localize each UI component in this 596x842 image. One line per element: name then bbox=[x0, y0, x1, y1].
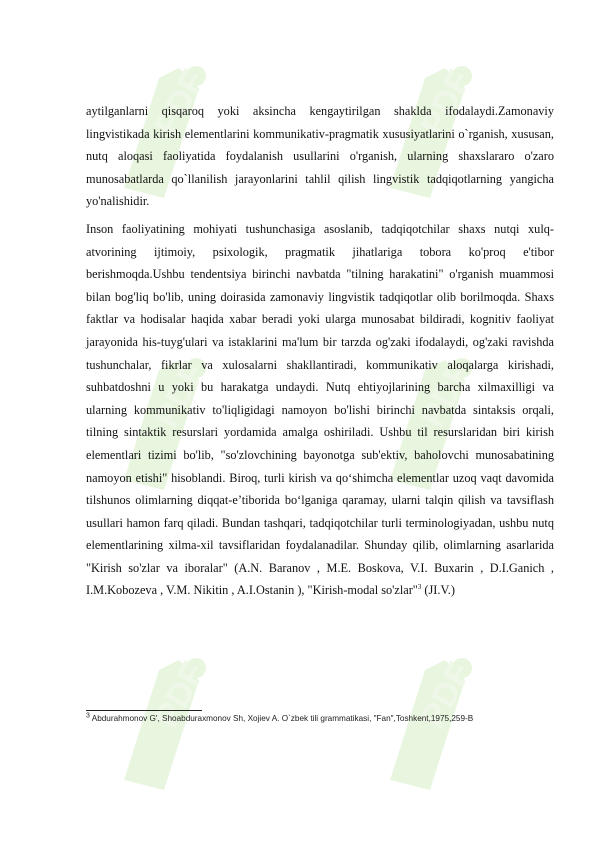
footnote-mark: 3 bbox=[86, 712, 90, 720]
svg-text:PDF: PDF bbox=[413, 63, 479, 142]
footnote bbox=[86, 714, 554, 723]
svg-text:PDF: PDF bbox=[147, 655, 213, 734]
paragraph bbox=[86, 218, 554, 602]
paragraph-text: Inson faoliyatining mohiyati tushunchasiga asoslanib, tadqiqotchilar shaxs nutqi xulq-atvorining ijtimoiy, psixologik, pragmatik jihatlariga tobora ko'proq e'tibor berishmoqda.Ushbu tendentsiya birinchi navbatda "tilning harakatini" o'rganish muammosi bilan bog'liq bo'lib, uning doirasida zamonaviy lingvistik tadqiqotlar olib borilmoqda. Shaxs faktlar va hodisalar haqida xabar beradi yoki ularga munosabat bildiradi, kognitiv faoliyat jarayonida his-tuyg'ulari va istaklarini ma'lum bir tarzda og'zaki ifodalaydi, og'zaki ravishda tushunchalar, fikrlar va xulosalarni shakllantiradi, kommunikativ aloqalarga kirishadi, suhbatdoshni u yoki bu harakatga undaydi. Nutq ehtiyojlarining barcha xilmaxilligi va ularning kommunikativ to'liqligidagi namoyon bo'lishi birinchi navbatda sintaksis orqali, tilning sintaktik resurslari yordamida amalga oshiriladi. Ushbu til resurslaridan biri kirish elementlari tizimi bo'lib, "so'zlovchining bayonotga sub'ektiv, baholovchi munosabatining namoyon etishi" hisoblandi. Biroq, turli kirish va qo‘shimcha elementlar uzoq vaqt davomida tilshunos olimlarning diqqat-e’tiborida bo‘lganiga qaramay, ularni talqin qilish va tavsiflash usullari hamon farq qiladi. Bundan tashqari, tadqiqotchilar turli terminologiyadan, ushbu nutq elementlarining xilma-xil tavsiflaridan foydalanadilar. Shunday qilib, olimlarning asarlarida "Kirish so'zlar va iboralar" (A.N. Baranov , M.E. Boskova, V.I. Buxarin , D.I.Ganich , I.M.Kobozeva , V.M. Nikitin , A.I.Ostanin ), "Kirish-modal so'zlar" bbox=[86, 221, 554, 598]
svg-text:PDF: PDF bbox=[413, 655, 479, 734]
footnote-text: Abdurahmonov G', Shoabduraxmonov Sh, Xojiev A. O`zbek tili grammatikasi, "Fan",Toshkent,1975,259-B bbox=[89, 714, 474, 723]
svg-text:PDF: PDF bbox=[147, 63, 213, 142]
paragraph: aytilganlarni qisqaroq yoki aksincha kengaytirilgan shaklda ifodalaydi.Zamonaviy lingvistikada kirish elementlarini kommunikativ-pragmatik xususiyatlarini o`rganish, xususan, nutq aloqasi faoliyatida foydalanish usullarini o'rganish, ularning shaxslararo o'zaro munosabatlarda qo`llanilish jarayonlarini tahlil qilish lingvistik tadqiqotlarning yangicha yo'nalishidir. bbox=[86, 104, 554, 209]
svg-text:PDF: PDF bbox=[147, 355, 213, 434]
footnote-separator bbox=[86, 710, 202, 711]
paragraph-tail: (JI.V.) bbox=[421, 583, 455, 598]
footnote-reference[interactable]: 3 bbox=[417, 583, 422, 592]
svg-text:PDF: PDF bbox=[413, 355, 479, 434]
document-body bbox=[86, 100, 554, 602]
